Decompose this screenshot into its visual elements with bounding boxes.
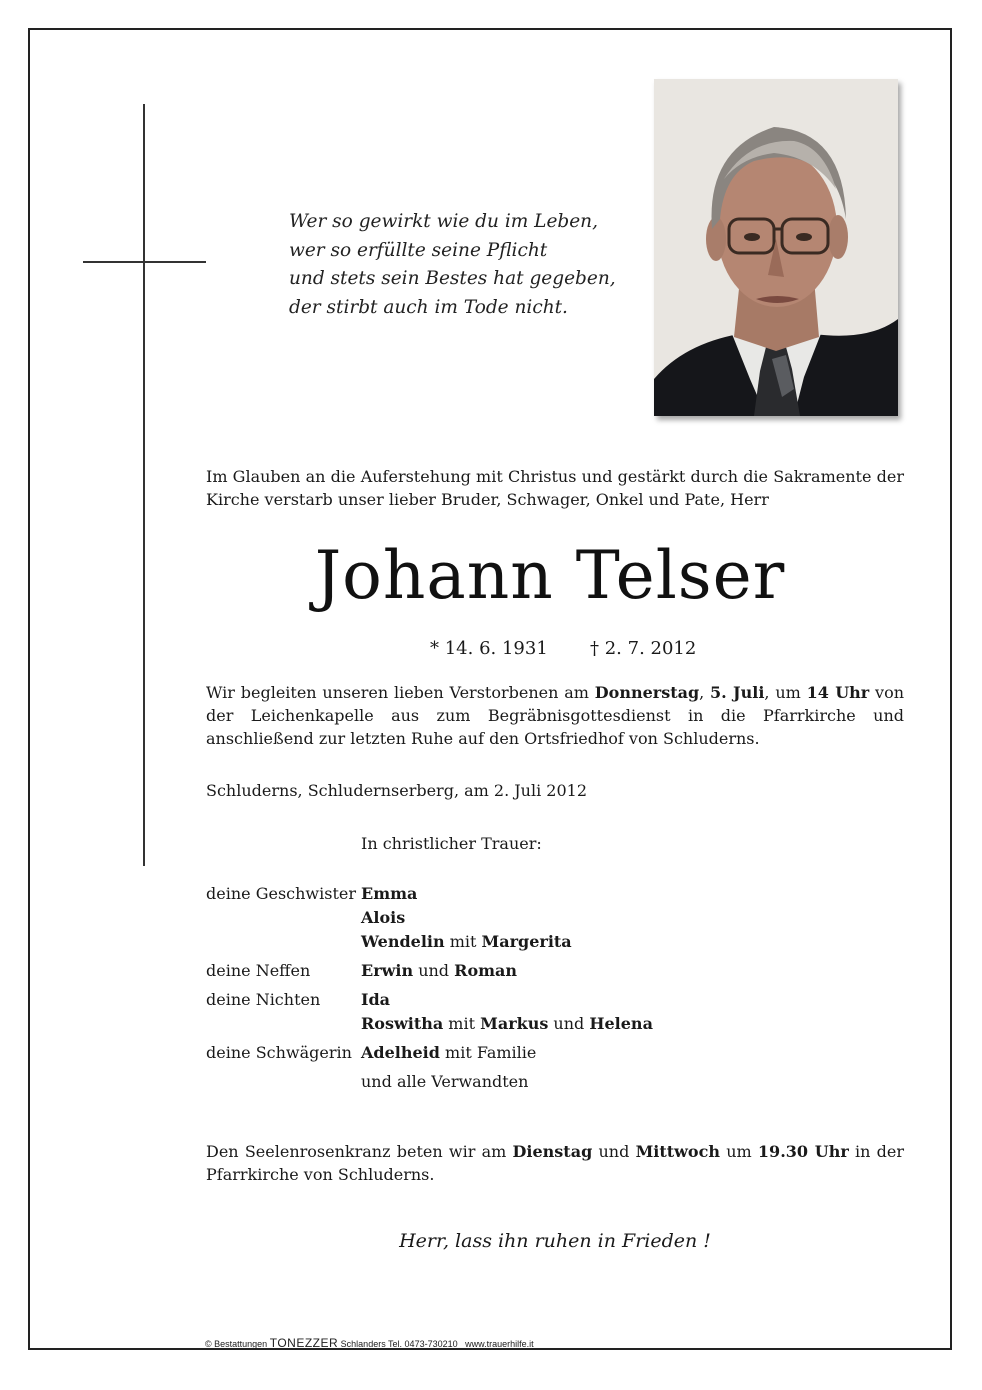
- cross-horizontal-bar: [83, 261, 206, 263]
- family-member-group: [361, 1043, 536, 1062]
- burial-day: Donnerstag: [594, 683, 700, 702]
- connector-text: und: [413, 961, 455, 980]
- verse-line: der stirbt auch im Tode nicht.: [289, 296, 568, 318]
- burial-text: ,: [699, 683, 711, 702]
- burial-text: Wir begleiten unseren lieben Verstorbenen am: [206, 683, 595, 702]
- family-member: Alois: [361, 908, 406, 927]
- family-member-group: [361, 961, 517, 980]
- family-member: Roman: [454, 961, 518, 980]
- connector-text: mit: [443, 1014, 481, 1033]
- portrait-illustration: [654, 79, 898, 416]
- burial-paragraph: [206, 681, 904, 750]
- family-member: Adelheid: [361, 1043, 440, 1062]
- footer-website[interactable]: www.trauerhilfe.it: [465, 1339, 534, 1349]
- family-member: Ida: [361, 990, 391, 1009]
- connector-text: mit: [444, 932, 482, 951]
- burial-time: 14 Uhr: [806, 683, 870, 702]
- family-label: deine Geschwister: [206, 884, 356, 903]
- rosary-text: in der Pfarrkirche von Schluderns.: [206, 1142, 905, 1184]
- footer-imprint: [205, 1336, 534, 1350]
- family-member: Erwin: [361, 961, 414, 980]
- family-label: deine Nichten: [206, 990, 321, 1009]
- family-member: Emma: [361, 884, 418, 903]
- family-label: deine Neffen: [206, 961, 311, 980]
- rosary-text: und: [592, 1142, 636, 1161]
- verse-line: und stets sein Bestes hat gegeben,: [289, 268, 616, 289]
- rosary-day: Mittwoch: [635, 1142, 720, 1161]
- family-member-group: [361, 932, 572, 951]
- connector-text: mit Familie: [439, 1043, 537, 1062]
- rosary-day: Dienstag: [512, 1142, 593, 1161]
- rosary-paragraph: [206, 1140, 904, 1186]
- verse-line: wer so erfüllte seine Pflicht: [289, 239, 548, 261]
- footer-prefix: © Bestattungen: [205, 1339, 268, 1349]
- family-member: Markus: [480, 1014, 549, 1033]
- burial-text: , um: [764, 683, 807, 702]
- portrait-photo: [654, 79, 898, 416]
- burial-date: 5. Juli: [710, 683, 765, 702]
- family-member: Margerita: [481, 932, 572, 951]
- connector-text: und: [548, 1014, 590, 1033]
- verse-line: Wer so gewirkt wie du im Leben,: [289, 211, 598, 232]
- rosary-time: 19.30 Uhr: [757, 1142, 849, 1161]
- family-member: Roswitha: [361, 1014, 444, 1033]
- footer-phone: Tel. 0473-730210: [388, 1339, 458, 1349]
- footer-city: Schlanders: [340, 1339, 386, 1349]
- place-and-date: Schluderns, Schludernserberg, am 2. Juli 2012: [206, 781, 588, 800]
- closing-blessing: Herr, lass ihn ruhen in Frieden !: [399, 1230, 711, 1252]
- death-date: † 2. 7. 2012: [590, 638, 697, 659]
- mourning-heading: In christlicher Trauer:: [361, 834, 542, 853]
- intro-paragraph: Im Glauben an die Auferstehung mit Christus und gestärkt durch die Sakramente der Kirche verstarb unser lieber Bruder, Schwager, Onkel und Pate, Herr: [206, 467, 904, 509]
- rosary-text: um: [719, 1142, 758, 1161]
- deceased-name: Johann Telser: [314, 537, 786, 614]
- memorial-verse: [289, 208, 616, 322]
- footer-brand: TONEZZER: [269, 1336, 339, 1350]
- family-member: Helena: [589, 1014, 653, 1033]
- family-label: deine Schwägerin: [206, 1043, 352, 1062]
- family-member-group: [361, 1014, 653, 1033]
- rosary-text: Den Seelenrosenkranz beten wir am: [206, 1142, 513, 1161]
- burial-text: von der Leichenkapelle aus zum Begräbnisgottesdienst in die Pfarrkirche und anschließend zur letzten Ruhe auf den Ortsfriedhof von Schluderns.: [206, 683, 905, 748]
- cross-vertical-bar: [143, 104, 145, 866]
- birth-date: * 14. 6. 1931: [430, 638, 548, 659]
- family-member: Wendelin: [361, 932, 445, 951]
- relatives-text: und alle Verwandten: [361, 1072, 529, 1091]
